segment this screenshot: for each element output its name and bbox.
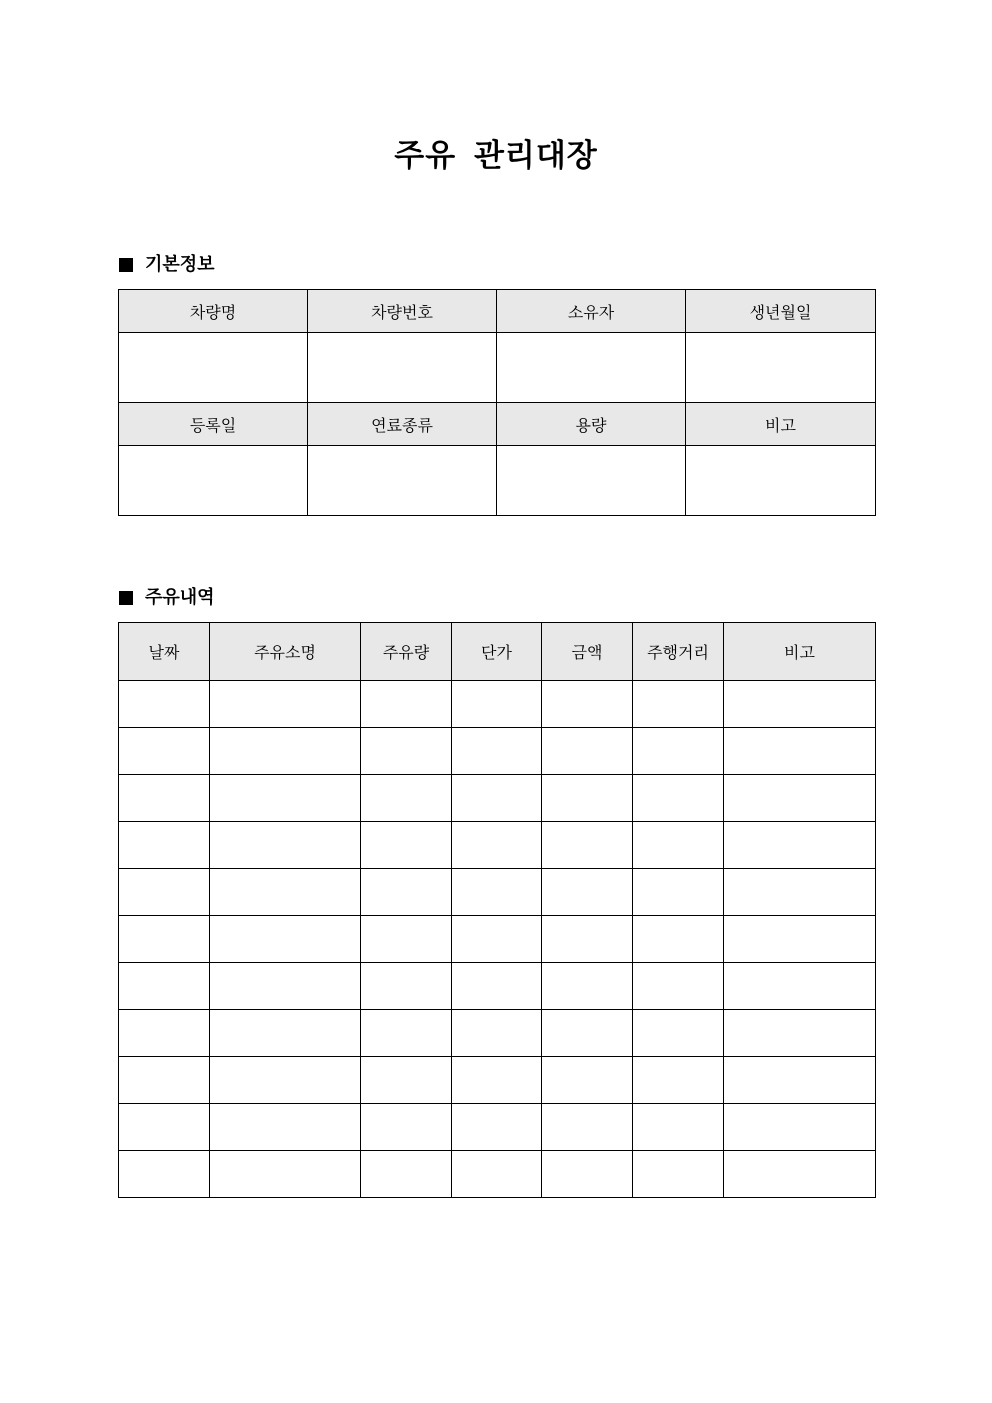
date-cell[interactable] (119, 1104, 210, 1151)
station-name-cell[interactable] (210, 775, 361, 822)
fuel-amount-cell[interactable] (361, 681, 452, 728)
remarks-cell[interactable] (724, 1010, 876, 1057)
mileage-cell[interactable] (633, 681, 724, 728)
date-cell[interactable] (119, 869, 210, 916)
remarks-cell[interactable] (724, 1057, 876, 1104)
total-amount-cell[interactable] (542, 822, 633, 869)
date-cell[interactable] (119, 775, 210, 822)
fuel-log-row (119, 1104, 876, 1151)
station-name-cell[interactable] (210, 916, 361, 963)
fuel-amount-cell[interactable] (361, 822, 452, 869)
date-cell[interactable] (119, 1057, 210, 1104)
fuel-log-row (119, 775, 876, 822)
unit-price-cell[interactable] (452, 775, 542, 822)
fuel-log-row (119, 916, 876, 963)
remarks-cell[interactable] (724, 728, 876, 775)
fuel-log-row (119, 1151, 876, 1198)
remarks-cell[interactable] (686, 446, 876, 516)
fuel-amount-cell[interactable] (361, 963, 452, 1010)
station-name-cell[interactable] (210, 963, 361, 1010)
fuel-log-row (119, 728, 876, 775)
section-heading-basic-info (119, 252, 215, 278)
header-station-name: 주유소명 (210, 623, 361, 681)
mileage-cell[interactable] (633, 916, 724, 963)
unit-price-cell[interactable] (452, 963, 542, 1010)
unit-price-cell[interactable] (452, 1010, 542, 1057)
unit-price-cell[interactable] (452, 681, 542, 728)
station-name-cell[interactable] (210, 1010, 361, 1057)
date-cell[interactable] (119, 681, 210, 728)
fuel-log-row (119, 822, 876, 869)
date-cell[interactable] (119, 963, 210, 1010)
station-name-cell[interactable] (210, 1151, 361, 1198)
date-cell[interactable] (119, 728, 210, 775)
fuel-log-row (119, 681, 876, 728)
fuel-amount-cell[interactable] (361, 869, 452, 916)
station-name-cell[interactable] (210, 728, 361, 775)
fuel-log-row (119, 1010, 876, 1057)
header-fuel-amount: 주유량 (361, 623, 452, 681)
basic-info-header-row-1 (119, 290, 876, 333)
mileage-cell[interactable] (633, 869, 724, 916)
fuel-amount-cell[interactable] (361, 1010, 452, 1057)
header-owner: 소유자 (497, 290, 686, 333)
header-date: 날짜 (119, 623, 210, 681)
unit-price-cell[interactable] (452, 1104, 542, 1151)
mileage-cell[interactable] (633, 1010, 724, 1057)
fuel-log-row (119, 869, 876, 916)
remarks-cell[interactable] (724, 681, 876, 728)
date-cell[interactable] (119, 822, 210, 869)
header-total-amount: 금액 (542, 623, 633, 681)
remarks-cell[interactable] (724, 1104, 876, 1151)
basic-info-table (118, 289, 876, 516)
unit-price-cell[interactable] (452, 822, 542, 869)
mileage-cell[interactable] (633, 1151, 724, 1198)
station-name-cell[interactable] (210, 1057, 361, 1104)
square-bullet-icon (119, 591, 133, 605)
section-heading-fuel-log (119, 585, 215, 611)
owner-cell[interactable] (497, 333, 686, 403)
square-bullet-icon (119, 258, 133, 272)
total-amount-cell[interactable] (542, 681, 633, 728)
total-amount-cell[interactable] (542, 775, 633, 822)
fuel-type-cell[interactable] (308, 446, 497, 516)
fuel-amount-cell[interactable] (361, 916, 452, 963)
mileage-cell[interactable] (633, 775, 724, 822)
station-name-cell[interactable] (210, 681, 361, 728)
mileage-cell[interactable] (633, 1057, 724, 1104)
station-name-cell[interactable] (210, 1104, 361, 1151)
total-amount-cell[interactable] (542, 728, 633, 775)
unit-price-cell[interactable] (452, 869, 542, 916)
remarks-cell[interactable] (724, 775, 876, 822)
header-fuel-type: 연료종류 (308, 403, 497, 446)
header-birth-date: 생년월일 (686, 290, 876, 333)
mileage-cell[interactable] (633, 1104, 724, 1151)
capacity-cell[interactable] (497, 446, 686, 516)
vehicle-number-cell[interactable] (308, 333, 497, 403)
header-capacity: 용량 (497, 403, 686, 446)
total-amount-cell[interactable] (542, 1010, 633, 1057)
fuel-log-header-row (119, 623, 876, 681)
birth-date-cell[interactable] (686, 333, 876, 403)
header-remarks: 비고 (686, 403, 876, 446)
total-amount-cell[interactable] (542, 963, 633, 1010)
unit-price-cell[interactable] (452, 1057, 542, 1104)
fuel-amount-cell[interactable] (361, 728, 452, 775)
total-amount-cell[interactable] (542, 1104, 633, 1151)
unit-price-cell[interactable] (452, 1151, 542, 1198)
header-registration-date: 등록일 (119, 403, 308, 446)
mileage-cell[interactable] (633, 963, 724, 1010)
section-heading-label: 주유내역 (145, 587, 215, 608)
basic-info-input-row-1 (119, 333, 876, 403)
header-vehicle-number: 차량번호 (308, 290, 497, 333)
vehicle-name-cell[interactable] (119, 333, 308, 403)
basic-info-input-row-2 (119, 446, 876, 516)
fuel-amount-cell[interactable] (361, 1104, 452, 1151)
fuel-amount-cell[interactable] (361, 775, 452, 822)
header-vehicle-name: 차량명 (119, 290, 308, 333)
registration-date-cell[interactable] (119, 446, 308, 516)
mileage-cell[interactable] (633, 822, 724, 869)
unit-price-cell[interactable] (452, 728, 542, 775)
station-name-cell[interactable] (210, 822, 361, 869)
section-heading-label: 기본정보 (145, 254, 215, 275)
header-remarks: 비고 (724, 623, 876, 681)
remarks-cell[interactable] (724, 916, 876, 963)
fuel-amount-cell[interactable] (361, 1151, 452, 1198)
date-cell[interactable] (119, 1010, 210, 1057)
fuel-log-row (119, 963, 876, 1010)
total-amount-cell[interactable] (542, 1057, 633, 1104)
date-cell[interactable] (119, 1151, 210, 1198)
mileage-cell[interactable] (633, 728, 724, 775)
fuel-amount-cell[interactable] (361, 1057, 452, 1104)
header-unit-price: 단가 (452, 623, 542, 681)
total-amount-cell[interactable] (542, 1151, 633, 1198)
remarks-cell[interactable] (724, 822, 876, 869)
document-title: 주유 관리대장 (394, 138, 598, 174)
unit-price-cell[interactable] (452, 916, 542, 963)
fuel-log-row (119, 1057, 876, 1104)
station-name-cell[interactable] (210, 869, 361, 916)
remarks-cell[interactable] (724, 869, 876, 916)
header-mileage: 주행거리 (633, 623, 724, 681)
fuel-log-table (118, 622, 876, 1198)
fuel-log-body (119, 681, 876, 1198)
remarks-cell[interactable] (724, 1151, 876, 1198)
date-cell[interactable] (119, 916, 210, 963)
total-amount-cell[interactable] (542, 916, 633, 963)
basic-info-header-row-2 (119, 403, 876, 446)
total-amount-cell[interactable] (542, 869, 633, 916)
remarks-cell[interactable] (724, 963, 876, 1010)
